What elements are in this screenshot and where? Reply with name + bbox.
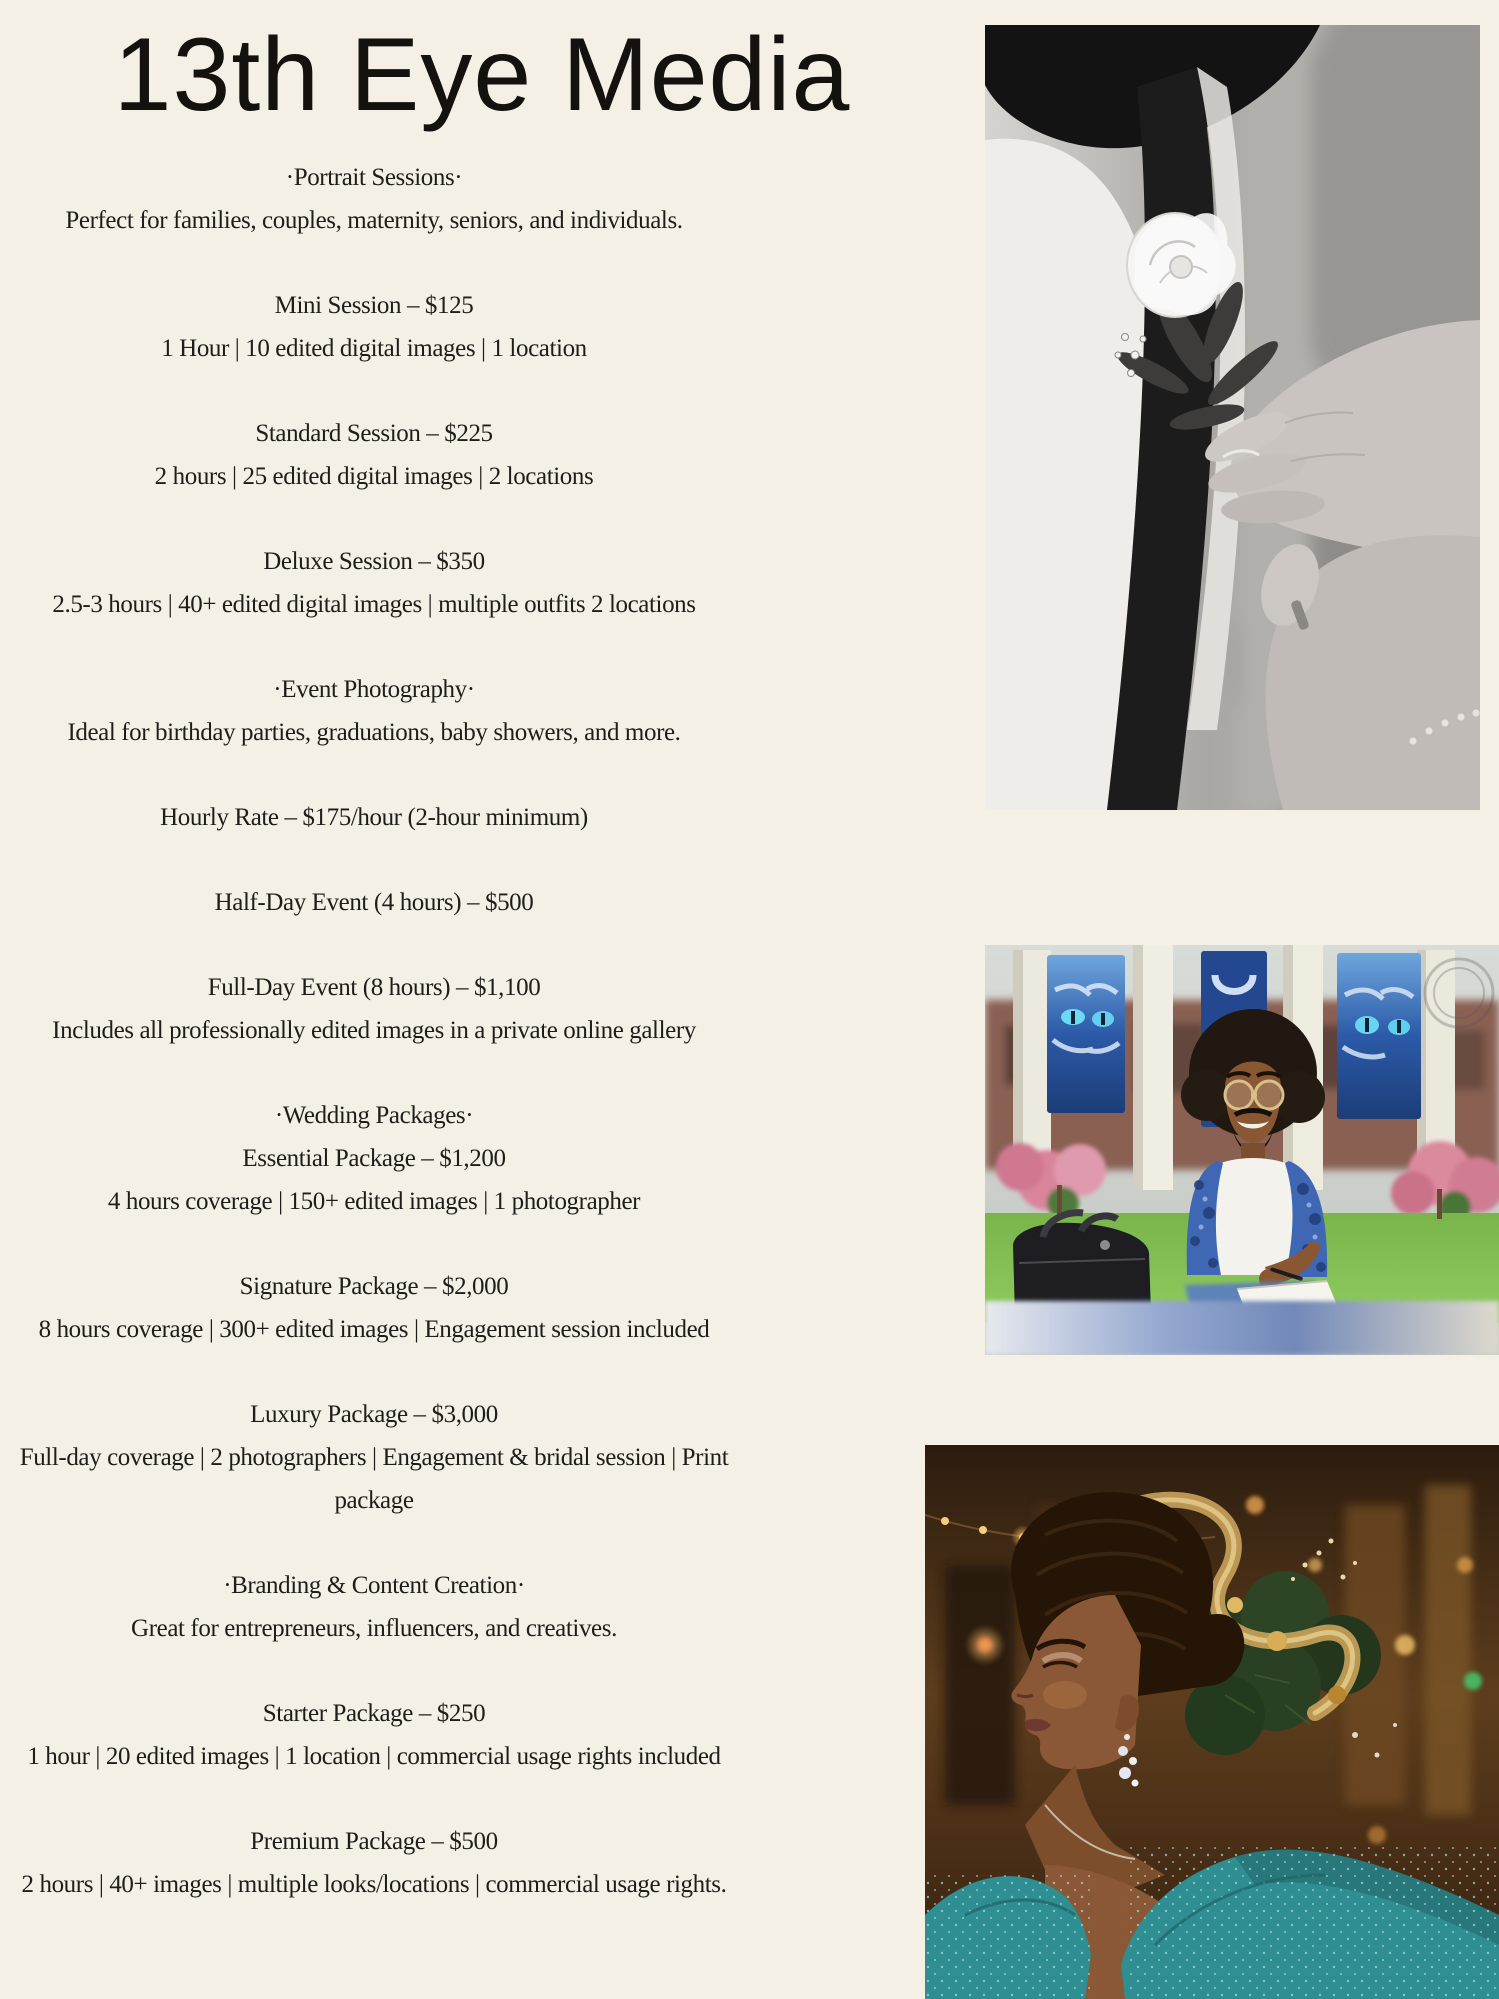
event-photography-heading: ·Event Photography· [273, 676, 475, 703]
brand-title: 13th Eye Media [113, 17, 851, 133]
section-mini-session [0, 284, 748, 370]
hourly-rate-line: Hourly Rate – $175/hour (2-hour minimum) [160, 804, 588, 831]
section-standard-session [0, 412, 748, 498]
section-portrait-sessions [0, 156, 748, 242]
portrait-sessions-heading: ·Portrait Sessions· [285, 164, 463, 191]
signature-package-detail: 8 hours coverage | 300+ edited images | Engagement session included [38, 1316, 710, 1343]
signature-package-heading: Signature Package – $2,000 [239, 1273, 509, 1300]
section-hourly-rate [0, 796, 748, 839]
teal-dress-photo-art [925, 1445, 1499, 1999]
standard-session-heading: Standard Session – $225 [255, 420, 493, 447]
section-starter-package [0, 1692, 748, 1778]
branding-content-detail: Great for entrepreneurs, influencers, and creatives. [131, 1615, 617, 1642]
essential-package-heading: Essential Package – $1,200 [242, 1145, 506, 1172]
luxury-package-detail: Full-day coverage | 2 photographers | Engagement & bridal session | Print [19, 1444, 729, 1471]
portrait-sessions-detail: Perfect for families, couples, maternity, seniors, and individuals. [65, 207, 683, 234]
event-photography-detail: Ideal for birthday parties, graduations, baby showers, and more. [67, 719, 681, 746]
premium-package-detail: 2 hours | 40+ images | multiple looks/locations | commercial usage rights. [21, 1871, 727, 1898]
section-half-day-event [0, 881, 748, 924]
section-event-photography [0, 668, 748, 754]
section-luxury-package [0, 1393, 748, 1522]
campus-portrait-photo-art [985, 945, 1499, 1355]
wedding-packages-heading: ·Wedding Packages· [274, 1102, 474, 1129]
essential-package-detail: 4 hours coverage | 150+ edited images | 1 photographer [107, 1188, 641, 1215]
branding-content-heading: ·Branding & Content Creation· [223, 1572, 525, 1599]
starter-package-heading: Starter Package – $250 [262, 1700, 486, 1727]
luxury-package-detail-wrap: package [334, 1487, 414, 1514]
section-signature-package [0, 1265, 748, 1351]
section-branding-content [0, 1564, 748, 1650]
mini-session-heading: Mini Session – $125 [274, 292, 474, 319]
full-day-event-detail: Includes all professionally edited images in a private online gallery [52, 1017, 696, 1044]
campus-portrait-photo [985, 945, 1499, 1355]
luxury-package-heading: Luxury Package – $3,000 [250, 1401, 498, 1428]
mini-session-detail: 1 Hour | 10 edited digital images | 1 location [161, 335, 587, 362]
boutonniere-photo-art [985, 25, 1480, 810]
standard-session-detail: 2 hours | 25 edited digital images | 2 locations [154, 463, 594, 490]
premium-package-heading: Premium Package – $500 [250, 1828, 498, 1855]
section-premium-package [0, 1820, 748, 1906]
deluxe-session-detail: 2.5-3 hours | 40+ edited digital images | multiple outfits 2 locations [52, 591, 696, 618]
section-full-day-event [0, 966, 748, 1052]
half-day-event-line: Half-Day Event (4 hours) – $500 [214, 889, 534, 916]
section-wedding-packages [0, 1094, 748, 1223]
teal-dress-photo [925, 1445, 1499, 1999]
full-day-event-heading: Full-Day Event (8 hours) – $1,100 [207, 974, 541, 1001]
deluxe-session-heading: Deluxe Session – $350 [263, 548, 485, 575]
section-deluxe-session [0, 540, 748, 626]
starter-package-detail: 1 hour | 20 edited images | 1 location | commercial usage rights included [27, 1743, 721, 1770]
boutonniere-photo [985, 25, 1480, 810]
pricing-text-column [0, 156, 748, 1948]
